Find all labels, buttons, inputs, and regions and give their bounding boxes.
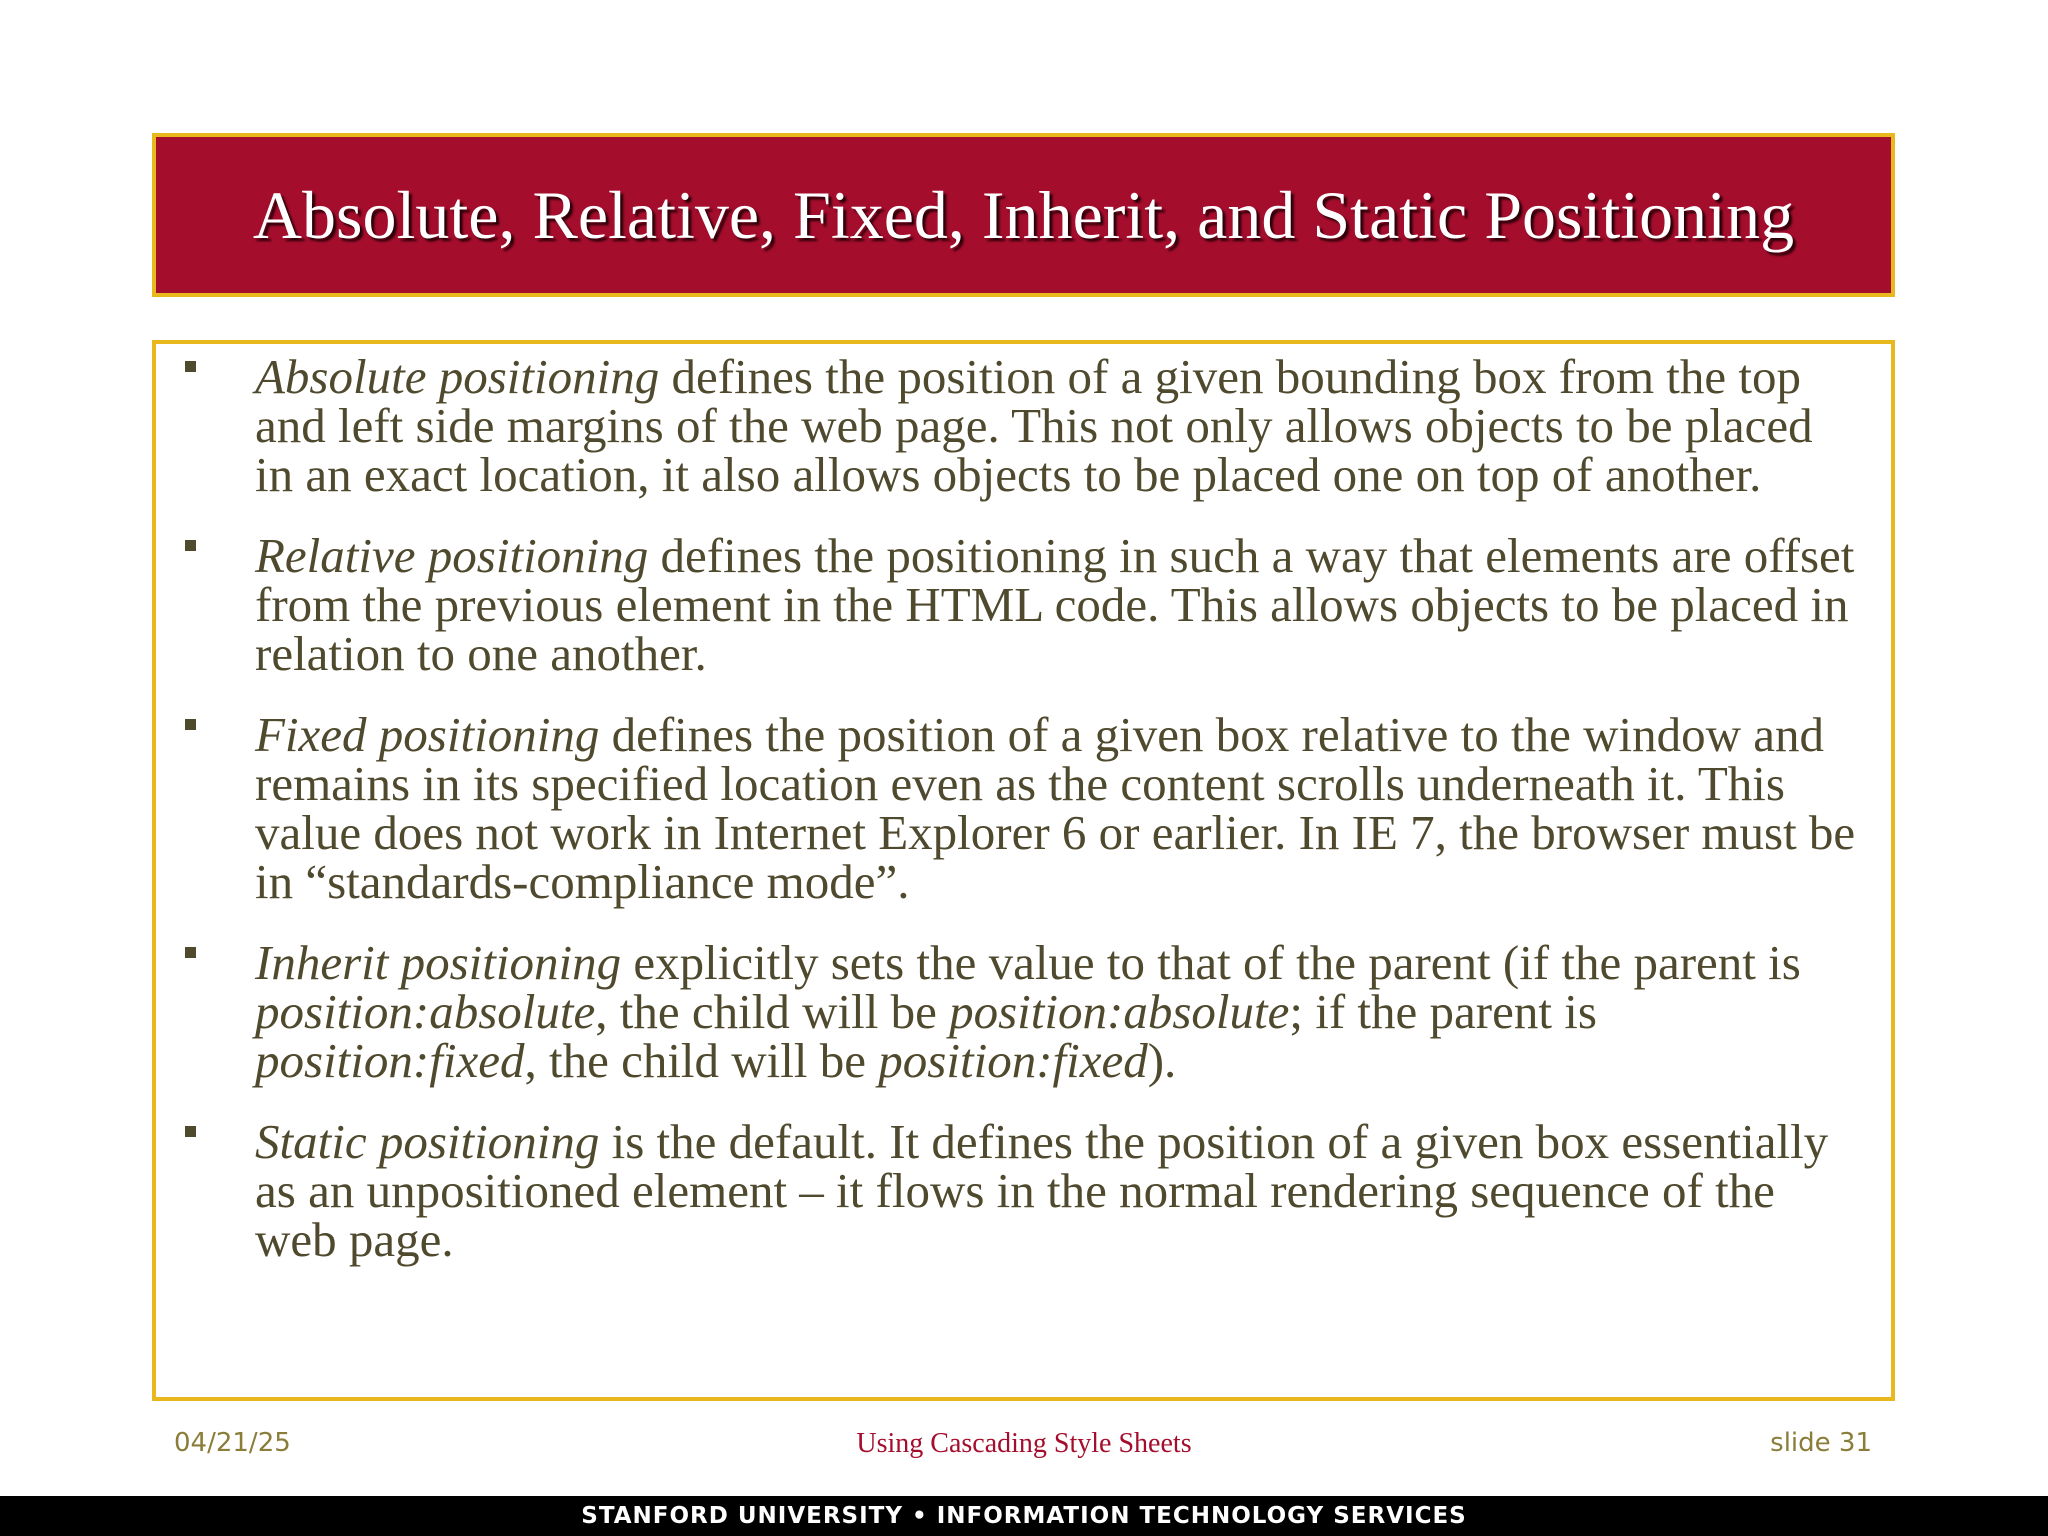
organization-label: STANFORD UNIVERSITY • INFORMATION TECHNOLOGY SERVICES [581,1503,1467,1529]
emphasized-text: position:absolute [949,984,1290,1039]
bullet-square-icon [185,361,196,372]
bullet-list [156,349,1891,1296]
bullet-text: ; if the parent is [1289,984,1597,1039]
emphasized-text: position:absolute [255,984,596,1039]
bullet-square-icon [185,947,196,958]
bottom-bar [0,1496,2048,1536]
bullet-text: , the child will be [595,984,950,1039]
bullet-text: explicitly sets the value to that of the parent (if the parent is [621,935,1801,990]
emphasized-text: position:fixed [255,1033,525,1088]
bullet-square-icon [185,540,196,551]
bullet-item [156,349,1891,502]
emphasized-text: Static positioning [255,1114,600,1169]
emphasized-text: Relative positioning [255,528,649,583]
bullet-text: defines the positioning in such a way that elements are offset from the previous element in the HTML code. This allows objects to be placed in relation to one another. [255,528,1855,681]
emphasized-text: position:fixed [878,1033,1148,1088]
footer-date: 04/21/25 [174,1428,291,1458]
footer-title: Using Cascading Style Sheets [856,1428,1192,1459]
slide-number: slide 31 [1770,1428,1872,1458]
bullet-square-icon [185,1126,196,1137]
emphasized-text: Fixed positioning [255,707,600,762]
bullet-item [156,935,1891,1088]
content-box [152,340,1895,1401]
bullet-text: , the child will be [524,1033,879,1088]
bullet-text: is the default. It defines the position of a given box essentially as an unpositioned element – it flows in the normal rendering sequence of the web page. [255,1114,1829,1267]
emphasized-text: Inherit positioning [255,935,622,990]
bullet-item [156,528,1891,681]
bullet-text: ). [1147,1033,1177,1088]
title-banner [152,133,1895,297]
slide-title: Absolute, Relative, Fixed, Inherit, and Static Positioning [252,176,1795,253]
emphasized-text: Absolute positioning [255,349,660,404]
bullet-text: defines the position of a given box relative to the window and remains in its specified location even as the content scrolls underneath it. This value does not work in Internet Explorer 6 or earlier. In IE 7, the browser must be in “standards-compliance mode”. [255,707,1856,909]
bullet-item [156,707,1891,909]
bullet-item [156,1114,1891,1267]
bullet-text: defines the position of a given bounding box from the top and left side margins of the web page. This not only allows objects to be placed in an exact location, it also allows objects to be placed one on top of another. [255,349,1813,502]
bullet-square-icon [185,719,196,730]
